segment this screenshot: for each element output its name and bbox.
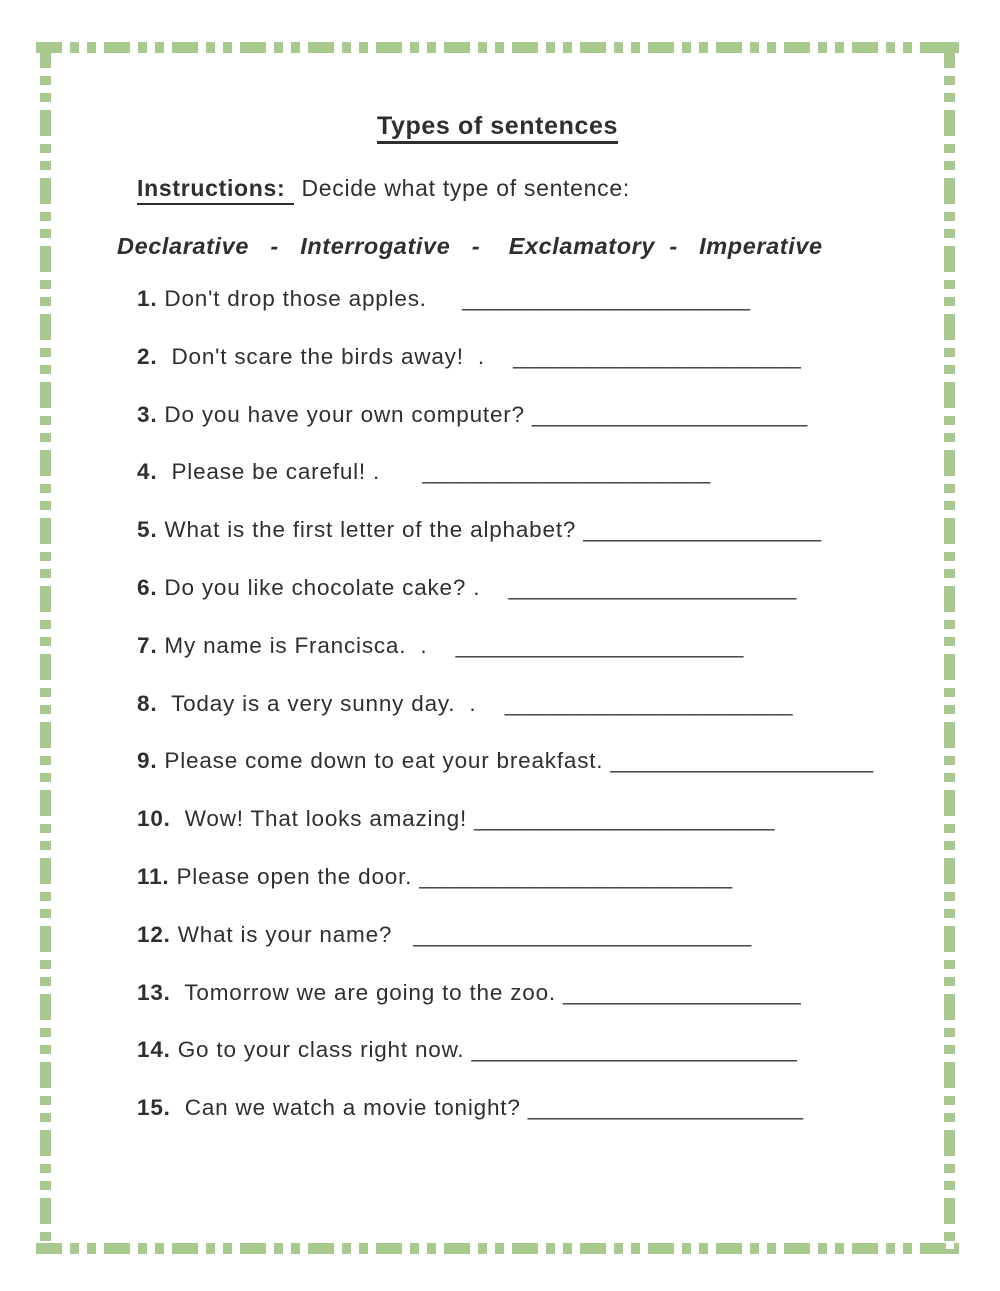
instructions-label: Instructions: (137, 175, 294, 205)
worksheet-item (137, 747, 941, 805)
answer-blank: __________________________ (471, 1037, 797, 1063)
answer-blank: ______________________ (531, 401, 808, 427)
item-sentence: Do you have your own computer? (157, 401, 532, 427)
item-number: 15. (137, 1095, 171, 1121)
item-sentence: Tomorrow we are going to the zoo. (170, 979, 564, 1005)
answer-blank: ___________________ (583, 517, 821, 543)
item-sentence: Do you like chocolate cake? . (157, 574, 509, 600)
worksheet-item (137, 1036, 941, 1094)
item-number: 4. (137, 459, 158, 485)
item-number: 2. (137, 343, 158, 369)
answer-blank: ______________________ (527, 1095, 804, 1121)
item-number: 3. (137, 401, 158, 427)
answer-blank: ________________________ (474, 806, 775, 832)
item-number: 1. (137, 286, 158, 311)
instructions-text: Decide what type of sentence: (294, 175, 630, 201)
item-number: 8. (137, 690, 158, 716)
sentence-types-line: Declarative - Interrogative - Exclamatory - Imperative (117, 233, 823, 259)
items-list (137, 285, 941, 1152)
answer-blank: ___________________ (563, 979, 801, 1005)
answer-blank: _______________________ (422, 459, 711, 485)
item-sentence: Please open the door. (169, 863, 420, 889)
worksheet-item (137, 458, 941, 516)
worksheet-item (137, 690, 941, 748)
item-sentence: What is the first letter of the alphabet? (157, 517, 584, 543)
worksheet-item (137, 805, 941, 863)
item-number: 13. (137, 979, 171, 1005)
item-number: 5. (137, 517, 158, 543)
worksheet-page (40, 42, 955, 1254)
item-sentence: What is your name? (170, 921, 414, 947)
item-number: 11. (137, 863, 170, 889)
worksheet-item (137, 863, 941, 921)
item-number: 6. (137, 574, 158, 600)
answer-blank: _________________________ (419, 863, 733, 889)
worksheet-item (137, 343, 941, 401)
worksheet-item (137, 921, 941, 979)
item-sentence: My name is Francisca. . (157, 632, 456, 658)
answer-blank: _______________________ (462, 286, 750, 311)
item-number: 12. (137, 921, 171, 947)
answer-blank: ___________________________ (413, 921, 752, 947)
item-sentence: Don't drop those apples. (157, 286, 463, 311)
item-number: 9. (137, 748, 158, 774)
item-sentence: Please be careful! . (157, 459, 423, 485)
item-sentence: Don't scare the birds away! . (157, 343, 514, 369)
worksheet-item (137, 574, 941, 632)
worksheet-item (137, 632, 941, 690)
page-title: Types of sentences (377, 112, 618, 144)
answer-blank: _______________________ (504, 690, 793, 716)
answer-blank: _____________________ (610, 748, 874, 774)
worksheet-item (137, 401, 941, 459)
item-sentence: Please come down to eat your breakfast. (157, 748, 611, 774)
item-sentence: Can we watch a movie tonight? (170, 1095, 528, 1121)
answer-blank: _______________________ (455, 632, 744, 658)
item-sentence: Today is a very sunny day. . (157, 690, 505, 716)
worksheet-item (137, 979, 941, 1037)
item-number: 10. (137, 806, 171, 832)
title-row (40, 112, 955, 141)
item-number: 7. (137, 632, 158, 658)
worksheet-item (137, 516, 941, 574)
instructions-line (137, 174, 630, 202)
answer-blank: _______________________ (508, 574, 797, 600)
item-number: 14. (137, 1037, 171, 1063)
item-sentence: Wow! That looks amazing! (170, 806, 475, 832)
answer-blank: _______________________ (513, 343, 801, 369)
worksheet-content (40, 42, 955, 1254)
worksheet-item (137, 1094, 941, 1152)
item-sentence: Go to your class right now. (170, 1037, 472, 1063)
worksheet-item (137, 285, 941, 343)
